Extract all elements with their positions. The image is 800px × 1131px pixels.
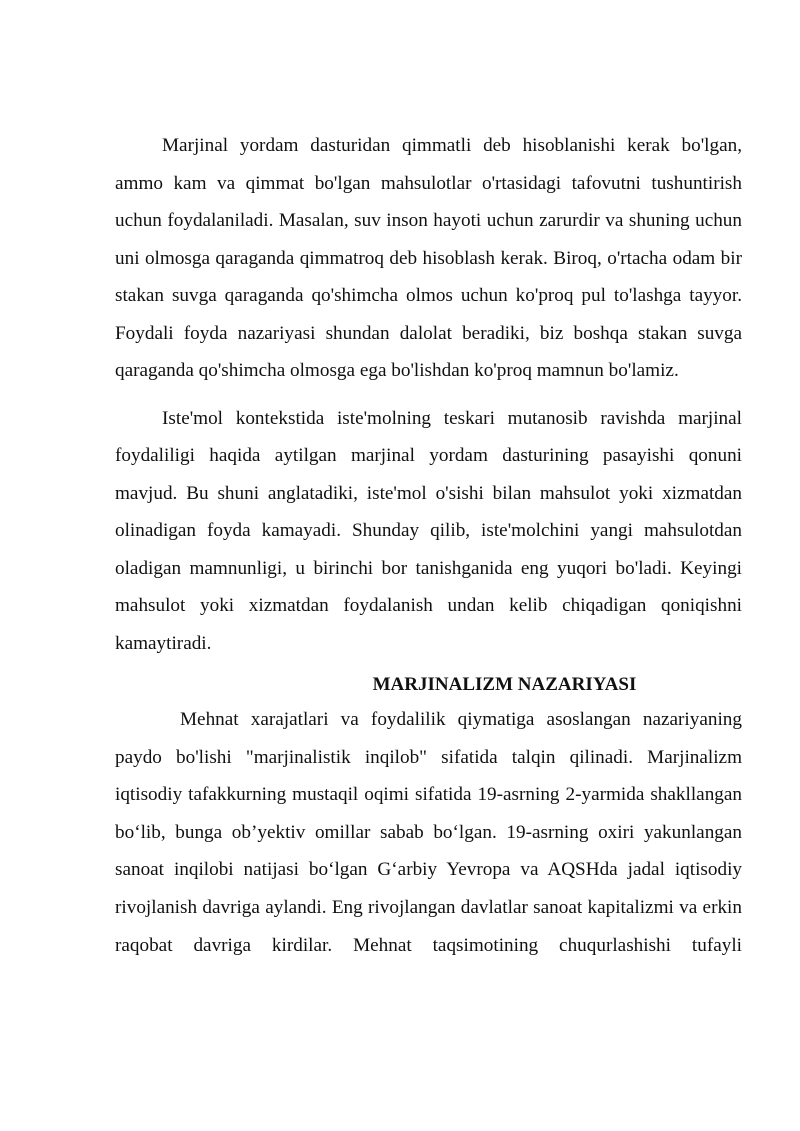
section-heading: MARJINALIZM NAZARIYASI [372, 674, 637, 695]
document-body [115, 127, 742, 964]
paragraph-marginal-utility: Marjinal yordam dasturidan qimmatli deb hisoblanishi kerak bo'lgan, ammo kam va qimmat bo'lgan mahsulotlar o'rtasidagi tafovutni tushuntirish uchun foydalaniladi. Masalan, suv inson hayoti uchun zarurdir va shuning uchun uni olmosga qaraganda qimmatroq deb hisoblash kerak. Biroq, o'rtacha odam bir stakan suvga qaraganda qo'shimcha olmos uchun ko'proq pul to'lashga tayyor. Foydali foyda nazariyasi shundan dalolat beradiki, biz boshqa stakan suvga qaraganda qo'shimcha olmosga ega bo'lishdan ko'proq mamnun bo'lamiz. [115, 135, 742, 381]
paragraph-marginalism-theory: Mehnat xarajatlari va foydalilik qiymatiga asoslangan nazariyaning paydo bo'lishi "marjinalistik inqilob" sifatida talqin qilinadi. Marjinalizm iqtisodiy tafakkurning mustaqil oqimi sifatida 19-asrning 2-yarmida shakllangan bo‘lib, bunga ob’yektiv omillar sabab bo‘lgan. 19-asrning oxiri yakunlangan sanoat inqilobi natijasi bo‘lgan G‘arbiy Yevropa va AQSHda jadal iqtisodiy rivojlanish davriga aylandi. Eng rivojlangan davlatlar sanoat kapitalizmi va erkin raqobat davriga kirdilar. Mehnat taqsimotining chuqurlashishi tufayli [115, 709, 742, 956]
paragraph-diminishing-utility: Iste'mol kontekstida iste'molning teskari mutanosib ravishda marjinal foydaliligi haqida aytilgan marjinal yordam dasturining pasayishi qonuni mavjud. Bu shuni anglatadiki, iste'mol o'sishi bilan mahsulot yoki xizmatdan olinadigan foyda kamayadi. Shunday qilib, iste'molchini yangi mahsulotdan oladigan mamnunligi, u birinchi bor tanishganida eng yuqori bo'ladi. Keyingi mahsulot yoki xizmatdan foydalanish undan kelib chiqadigan qoniqishni kamaytiradi. [115, 407, 742, 654]
